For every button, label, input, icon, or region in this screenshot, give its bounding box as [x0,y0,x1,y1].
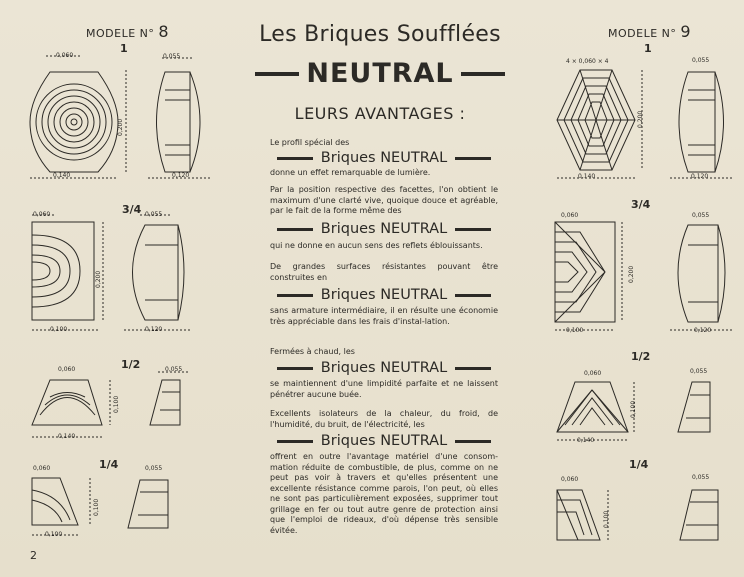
dimension-label: 0,055 [165,366,183,373]
dimension-label: 0,060 [56,52,74,59]
fraction-label: 1 [644,42,652,55]
paragraph-text: De grandes surfaces résistantes pouvant être construites en [270,262,498,282]
dimension-label: 0,200 [637,110,644,128]
brick-side-2 [670,225,734,330]
brick-side-1 [670,72,734,178]
paragraph-text: Le profil spécial des [270,138,350,147]
model-8-drawings [0,0,250,577]
dimension-label: 0,120 [145,326,163,333]
dimension-label: 0,120 [172,172,190,179]
dimension-label: 0,200 [628,265,635,283]
brand-name: NEUTRAL [306,58,454,89]
brand-line [270,360,498,376]
brick-side-2 [124,215,190,330]
dimension-label: 0,055 [692,57,710,64]
paragraph-text: Fermées à chaud, les [270,347,355,356]
dimension-label: 0,100 [113,395,120,413]
page-title: Les Briques Soufflées [259,22,501,47]
brick-front-1-4 [557,490,608,540]
brand-line-text: Briques NEUTRAL [320,221,448,237]
fraction-label: 3/4 [631,198,651,211]
dimension-label: 0,060 [33,211,51,218]
fraction-label: 1/2 [121,358,141,371]
rule-right [455,440,491,443]
dimension-label: 0,100 [630,400,637,418]
brick-side-4 [128,480,168,528]
dimension-label: 0,060 [58,366,76,373]
dimension-label: 0,100 [45,531,63,538]
paragraph-text: donne un effet remarquable de lumière. [270,168,431,177]
brick-side-1 [148,58,212,178]
rule-right [455,367,491,370]
paragraph-text: Excellents isolateurs de la chaleur, du froid, de l'humidité, du bruit, de l'électricité, les [270,409,498,429]
dimension-label: 0,200 [95,270,102,288]
rule-right [455,157,491,160]
paragraph-text: qui ne donne en aucun sens des reflets éblouissants. [270,241,483,250]
rule-left [255,72,299,76]
dimension-label: 0,060 [584,370,602,377]
fraction-label: 1/4 [99,458,119,471]
brick-front-1-2 [32,380,110,437]
brick-side-3 [678,382,710,432]
dimension-label: 0,055 [692,474,710,481]
paragraph-text: offrent en outre l'avantage matériel d'une consom-mation réduite de combustible, de plus, comme on ne peut pas voir à travers et qu'elles présentent une excellente résistance comme parois, l'on peut, où elles ne sont pas particulièrement exposées, supprimer tout grillage en fer ou tout autre genre de protection ainsi que l'emploi de rideaux, d'où dépense très sensible évitée. [270,452,498,535]
brand-heading [252,58,508,89]
dimension-label: 0,100 [566,327,584,334]
brick-side-4 [680,490,718,540]
brick-front-3-4 [32,215,103,330]
dimension-label: 0,055 [145,211,163,218]
rule-right [461,72,505,76]
brick-front-hexagon [557,70,642,178]
rule-right [455,294,491,297]
advantages-heading: LEURS AVANTAGES : [294,104,466,123]
dimension-label: 0,140 [58,433,76,440]
rule-left [277,294,313,297]
dimension-label: 0,100 [50,326,68,333]
model-number: 8 [158,22,170,41]
dimension-label: 0,140 [578,173,596,180]
brand-line [270,433,498,449]
dimension-label: 0,055 [690,368,708,375]
paragraph-text: se maintiennent d'une limpidité parfaite et ne laissent pénétrer aucune buée. [270,379,498,399]
brand-line [270,150,498,166]
model-9-drawings [520,0,744,577]
brick-front-1-2 [557,382,634,440]
rule-right [455,228,491,231]
rule-left [277,440,313,443]
brand-line [270,221,498,237]
rule-left [277,228,313,231]
model-label-text: MODELE N° [608,27,677,40]
brick-front-round [30,56,126,178]
dimension-label: 0,060 [561,476,579,483]
brick-front-1-4 [32,478,90,535]
model-number: 9 [680,22,692,41]
dimension-label: 0,055 [163,53,181,60]
dimension-label: 0,140 [577,437,595,444]
brand-line-text: Briques NEUTRAL [320,433,448,449]
brand-line-text: Briques NEUTRAL [320,150,448,166]
dimension-label: 0,055 [692,212,710,219]
paragraph-text: sans armature intermédiaire, il en résulte une économie très appréciable dans les frais d'instal-lation. [270,306,498,326]
paragraph-text: Par la position respective des facettes, l'on obtient le maximum d'une clarté vive, quoique douce et agréable, par le fait de la forme même des [270,185,498,215]
dimension-label: 0,060 [561,212,579,219]
brand-line-text: Briques NEUTRAL [320,360,448,376]
dimension-label: 0,120 [691,173,709,180]
dimension-label: 0,060 [33,465,51,472]
rule-left [277,157,313,160]
fraction-label: 1/2 [631,350,651,363]
dimension-label: 0,140 [53,172,71,179]
model-label-text: MODELE N° [86,27,155,40]
dimension-label: 0,120 [694,327,712,334]
dimension-label: 0,200 [117,118,124,136]
page-number: 2 [30,549,37,562]
brick-front-3-4 [555,222,622,330]
dimension-label: 0,100 [603,510,610,528]
fraction-label: 1/4 [629,458,649,471]
brick-side-3 [150,372,188,425]
rule-left [277,367,313,370]
brand-line-text: Briques NEUTRAL [320,287,448,303]
dimension-label: 4 ⨯ 0,060 ⨯ 4 [566,58,609,65]
brand-line [270,287,498,303]
dimension-label: 0,100 [93,498,100,516]
fraction-label: 1 [120,42,128,55]
dimension-label: 0,055 [145,465,163,472]
fraction-label: 3/4 [122,203,142,216]
